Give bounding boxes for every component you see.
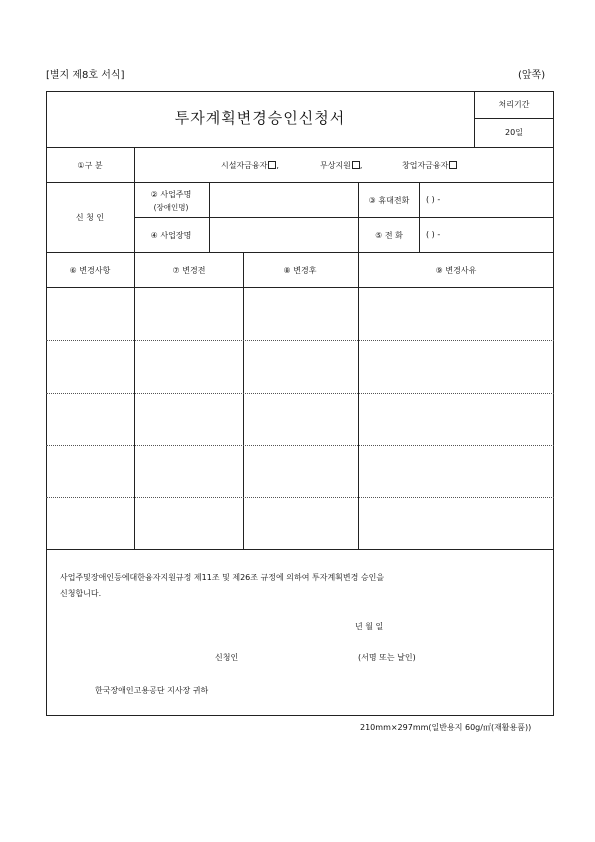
owner-name-sublabel: (장애인명) xyxy=(153,203,189,212)
addressee: 한국장애인고용공단 지사장 귀하 xyxy=(95,686,209,695)
declaration-text: 사업주및장애인등에대한융자지원규정 제11조 및 제26조 규정에 의하여 투자계획변경 승인을 xyxy=(60,573,385,582)
row-line xyxy=(46,147,554,148)
form-number-label: [별지 제8호 서식] xyxy=(46,70,125,81)
mobile-label: ③ 휴대전화 xyxy=(368,196,410,205)
form-title: 투자계획변경승인신청서 xyxy=(174,109,346,127)
owner-name-field[interactable] xyxy=(210,183,357,216)
phone-field[interactable]: ( ) - xyxy=(426,230,441,239)
column-line xyxy=(358,182,359,252)
category-option-grant[interactable]: 무상지원 , xyxy=(320,161,363,170)
processing-period-value: 20일 xyxy=(505,128,523,137)
category-label: ①구 분 xyxy=(77,161,103,170)
processing-period-label: 처리기간 xyxy=(498,100,530,109)
facility-loan-label: 시설자금융자 xyxy=(221,161,268,170)
business-name-label: ④ 사업장명 xyxy=(150,231,192,240)
category-option-startup[interactable] xyxy=(402,160,457,171)
facility-loan-checkbox[interactable] xyxy=(268,161,276,169)
title-divider xyxy=(474,91,475,147)
owner-name-label: ② 사업주명 xyxy=(150,190,192,199)
business-name-field[interactable] xyxy=(210,218,357,251)
mobile-field[interactable]: ( ) - xyxy=(426,195,441,204)
paper-size-note: 210mm×297mm(일반용지 60g/㎡(재활용품)) xyxy=(360,723,532,732)
signer-label: 신청인 xyxy=(215,653,239,662)
column-header-reason: ⑨ 변경사유 xyxy=(435,266,477,275)
processing-divider xyxy=(474,118,554,119)
category-option-facility[interactable]: 시설자금융자 , xyxy=(221,161,279,170)
changes-table-body[interactable] xyxy=(47,288,553,548)
column-header-before: ⑦ 변경전 xyxy=(172,266,206,275)
column-line xyxy=(419,182,420,252)
startup-loan-label: 창업자금융자 xyxy=(402,161,449,170)
row-line xyxy=(46,549,554,550)
declaration-text-end: 신청합니다. xyxy=(60,589,102,598)
row-line xyxy=(46,252,554,253)
phone-label: ⑤ 전 화 xyxy=(375,231,403,240)
page-side-label: (앞쪽) xyxy=(518,70,546,81)
startup-loan-checkbox[interactable] xyxy=(449,161,457,169)
grant-label: 무상지원 xyxy=(320,161,351,170)
date-line[interactable]: 년 월 일 xyxy=(355,622,384,631)
column-header-change-item: ⑥ 변경사항 xyxy=(69,266,111,275)
column-header-after: ⑧ 변경후 xyxy=(283,266,317,275)
grant-checkbox[interactable] xyxy=(352,161,360,169)
applicant-label: 신 청 인 xyxy=(75,213,105,222)
signature-note[interactable]: (서명 또는 날인) xyxy=(358,653,416,662)
